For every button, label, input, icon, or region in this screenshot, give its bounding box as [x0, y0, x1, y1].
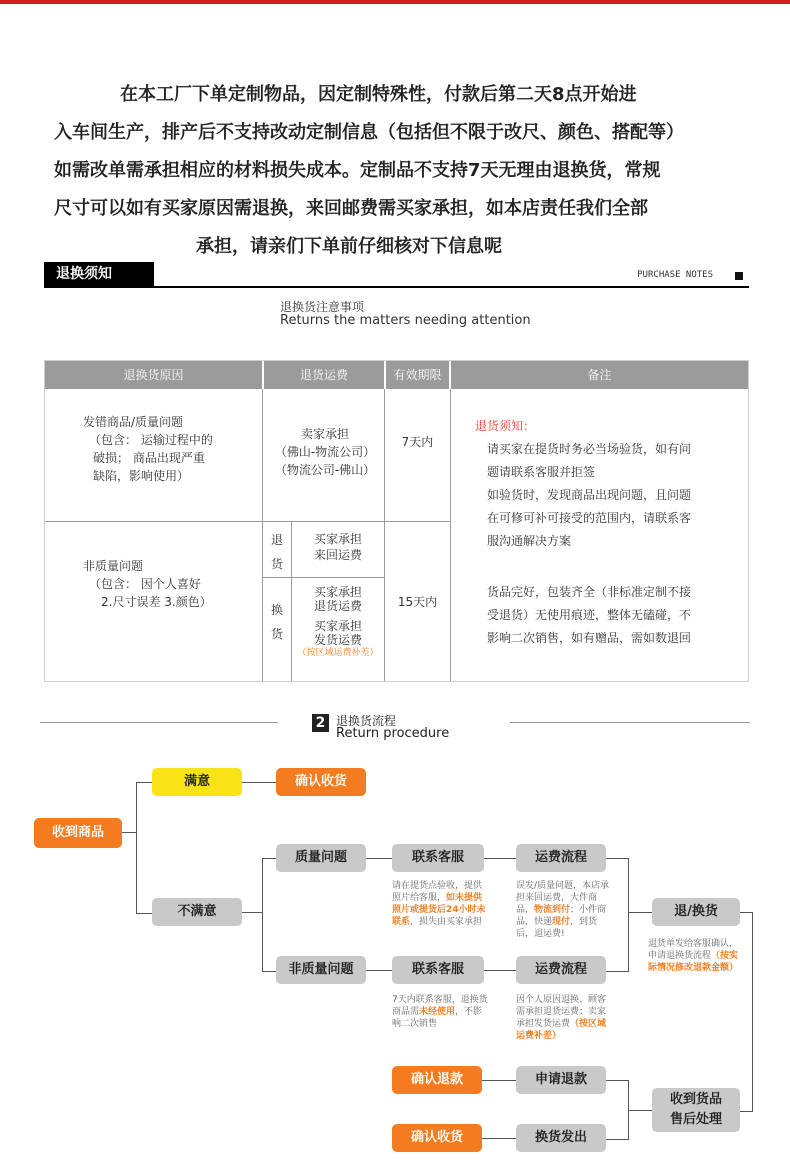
column-header: 退货运费	[264, 361, 384, 389]
row1-reason-line: 缺陷，影响使用）	[93, 469, 190, 483]
flow-connector	[122, 832, 136, 833]
row1-period: 7天内	[401, 435, 434, 449]
section-number: 2	[312, 714, 329, 732]
header-divider	[40, 722, 278, 723]
row1-reason-line: 破损； 商品出现严重	[93, 451, 205, 465]
apply-refund-box: 申请退款	[516, 1066, 606, 1094]
remark-line: 货品完好，包装齐全（非标准定制不接	[487, 585, 692, 599]
remark-line: 请买家在提货时务必当场验货，如有问	[487, 442, 692, 456]
non-quality-note	[392, 994, 490, 1030]
remark-title: 退货须知：	[475, 419, 536, 433]
intro-line: 入车间生产，排产后不支持改动定制信息（包括但不限于改尺、颜色、搭配等）	[54, 122, 684, 143]
column-header: 退换货原因	[45, 361, 262, 389]
exchange-label-char: 货	[270, 627, 283, 641]
square-icon	[735, 272, 743, 280]
flow-connector	[482, 1138, 516, 1139]
exchange-label	[263, 601, 291, 643]
return-label-char: 货	[270, 557, 283, 571]
flow-connector	[366, 858, 392, 859]
confirm-receipt-box: 确认收货	[276, 768, 366, 796]
purchase-notes-header	[44, 262, 749, 286]
contact-service-box: 联系客服	[392, 844, 484, 872]
section2-title-cn: 退换货流程	[336, 714, 397, 728]
note-highlight: 未经使用	[419, 1007, 456, 1017]
flow-connector	[628, 912, 652, 913]
note-text: 因个人原因退换、顾客需承担退货运费；卖家承担发货运费	[516, 995, 607, 1029]
exchange-fee-note: （按区域运费补差）	[297, 648, 379, 658]
quality-issue-box: 质量问题	[276, 844, 366, 872]
row1-reason-line: 发错商品/质量问题	[83, 415, 184, 429]
return-fee-line: 买家承担	[313, 532, 362, 546]
intro-line: 在本工厂下单定制物品，因定制特殊性，付款后第二天8点开始进	[120, 84, 637, 105]
note-text: 退货单发给客服确认，申请退换货流程	[648, 939, 739, 961]
note-text: ；小件商品，快递	[516, 905, 607, 927]
exchange-fee	[293, 585, 383, 659]
exchange-fee-line: 买家承担	[313, 585, 362, 599]
intro-text	[40, 76, 750, 266]
flow-connector	[606, 1080, 629, 1140]
intro-line: 承担，请亲们下单前仔细核对下信息呢	[196, 236, 502, 257]
remark-line: 题请联系客服并拒签	[487, 465, 596, 479]
after-sale-box	[652, 1088, 740, 1132]
row1-fee-line: 卖家承担	[300, 427, 349, 441]
note-highlight: 现付	[552, 917, 571, 927]
subtitle-en: Returns the matters needing attention	[280, 313, 531, 328]
flow-connector	[484, 970, 516, 971]
return-exchange-box: 退/换货	[652, 898, 740, 926]
table-divider	[450, 389, 451, 681]
return-label	[263, 531, 291, 573]
remark-line: 服沟通解决方案	[487, 534, 572, 548]
section2-title-en: Return procedure	[336, 726, 450, 741]
row2-period: 15天内	[397, 595, 438, 609]
row2-reason-line: 非质量问题	[83, 559, 144, 573]
flow-connector	[242, 782, 276, 783]
row1-reason-line: （包含： 运输过程中的	[89, 433, 213, 447]
shipping-flow-box: 运费流程	[516, 844, 606, 872]
row2-reason	[83, 557, 212, 611]
shipping-flow-box: 运费流程	[516, 956, 606, 984]
note-text: ，不影响二次销售	[392, 1007, 483, 1029]
note-text: ，到货后，退运费!	[516, 917, 598, 939]
column-header: 有效期限	[386, 361, 449, 389]
quality-note	[392, 880, 490, 928]
row1-fee-line: （佛山-物流公司）	[274, 445, 376, 459]
return-fee-line: 来回运费	[313, 548, 362, 562]
after-sale-line: 售后处理	[669, 1112, 722, 1127]
row1-fee	[267, 425, 383, 479]
remark-line: 如验货时，发现商品出现问题，且问题	[487, 488, 692, 502]
fee-note-non-quality	[516, 994, 614, 1042]
note-highlight: 如未提供照片或提货后24小时未联系	[392, 893, 486, 927]
returns-table	[44, 360, 749, 682]
row2-reason-line: 2.尺寸误差 3.颜色）	[101, 595, 212, 609]
note-text: 误发/质量问题，本店承担来回运费，大件商品，	[516, 881, 610, 915]
flow-connector	[482, 1080, 516, 1081]
flow-connector	[136, 782, 153, 914]
flow-connector	[242, 912, 262, 913]
row1-reason	[83, 413, 213, 485]
note-text: ，损失由买家承担	[410, 917, 483, 927]
header-divider	[44, 286, 749, 288]
note-text: 请在提货点验收，提供照片给客服，	[392, 881, 483, 903]
note-highlight: （按区域运费补差）	[516, 1019, 607, 1041]
table-divider	[263, 577, 384, 578]
note-highlight: （按实际情况修改退款金额）	[648, 951, 739, 973]
exchange-fee-line: 退货运费	[313, 599, 362, 613]
flow-connector	[262, 858, 277, 972]
row2-reason-line: （包含： 因个人喜好	[89, 577, 201, 591]
section-title-en: PURCHASE NOTES	[637, 270, 713, 280]
remark-cell	[475, 415, 743, 650]
confirm-receipt-box: 确认收货	[392, 1124, 482, 1152]
return-label-char: 退	[270, 533, 283, 547]
header-divider	[510, 722, 750, 723]
remark-line: 影响二次销售，如有赠品，需如数退回	[487, 631, 692, 645]
flow-connector	[628, 1110, 652, 1111]
intro-line: 尺寸可以如有买家原因需退换，来回邮费需买家承担，如本店责任我们全部	[54, 198, 648, 219]
contact-service-box: 联系客服	[392, 956, 484, 984]
table-divider	[291, 521, 292, 681]
note-text: 7天内联系客服，退换货商品需	[392, 995, 488, 1017]
table-subtitle	[280, 300, 531, 328]
remark-line: 在可修可补可接受的范围内，请联系客	[487, 511, 692, 525]
section-title: 退换须知	[44, 262, 154, 286]
flow-connector	[484, 858, 516, 859]
after-sale-line: 收到货品	[669, 1092, 722, 1107]
subtitle-cn: 退换货注意事项	[280, 300, 365, 314]
exchange-fee-line: 买家承担	[313, 619, 362, 633]
flow-connector	[366, 970, 392, 971]
intro-line: 如需改单需承担相应的材料损失成本。定制品不支持7天无理由退换货，常规	[54, 160, 661, 181]
satisfied-box: 满意	[152, 768, 242, 796]
received-goods-box: 收到商品	[34, 818, 122, 848]
return-note	[648, 938, 744, 974]
unsatisfied-box: 不满意	[152, 898, 242, 926]
exchange-fee-line: 发货运费	[313, 633, 362, 647]
exchange-label-char: 换	[270, 603, 283, 617]
row1-fee-line: （物流公司-佛山）	[274, 463, 376, 477]
top-red-bar	[0, 0, 790, 4]
confirm-refund-box: 确认退款	[392, 1066, 482, 1094]
non-quality-issue-box: 非质量问题	[276, 956, 366, 984]
table-divider	[45, 521, 450, 522]
column-header: 备注	[451, 361, 748, 389]
return-procedure-header	[40, 710, 750, 750]
remark-line: 受退货）无使用痕迹，整体无磕碰，不	[487, 608, 692, 622]
return-fee	[293, 531, 383, 563]
fee-note-quality	[516, 880, 614, 940]
exchange-ship-box: 换货发出	[516, 1124, 606, 1152]
note-highlight: 物流到付	[534, 905, 571, 915]
